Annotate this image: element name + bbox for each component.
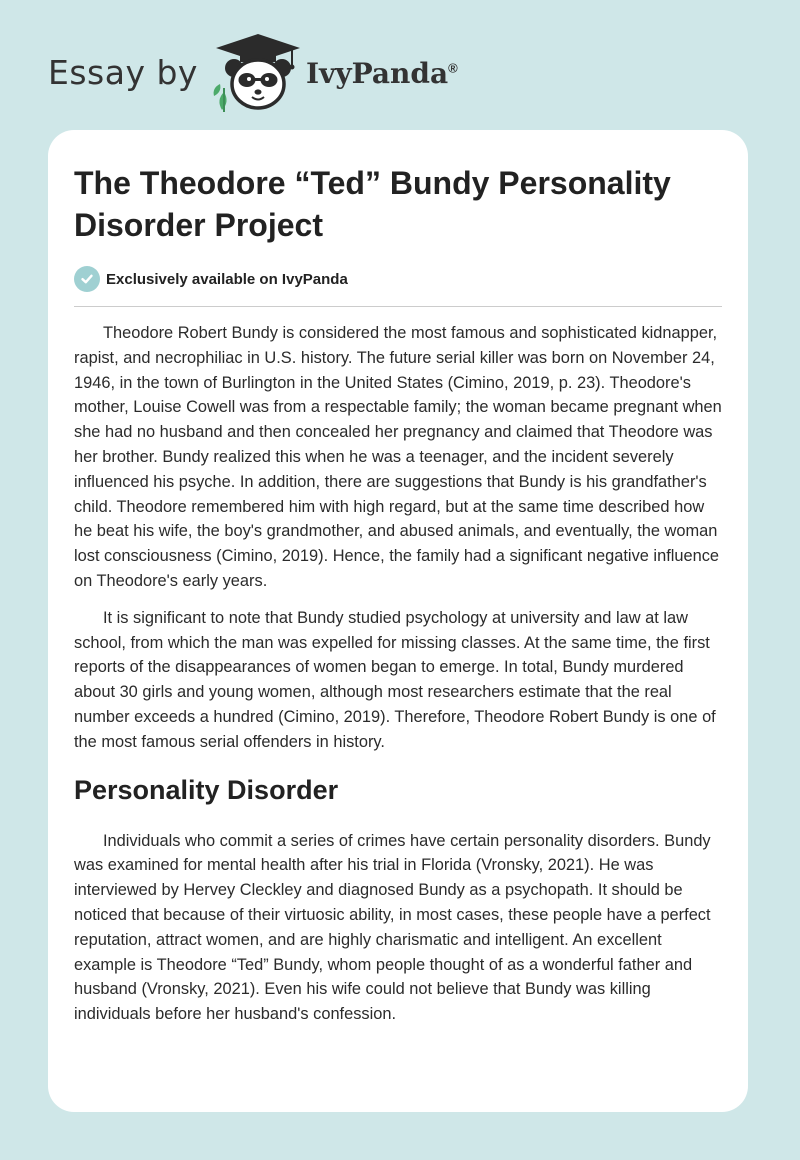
essay-paragraph: Individuals who commit a series of crimes have certain personality disorders. Bundy was examined for mental health after his trial in Florida (Vronsky, 2021). He was interviewed by Hervey Cleckley and diagnosed Bundy as a psychopath. It should be noticed that because of their virtuosic ability, in most cases, these people have a perfect reputation, attract women, and are highly charismatic and intelligent. An excellent example is Theodore “Ted” Bundy, whom people thought of as a wonderful father and husband (Vronsky, 2021). Even his wife could not believe that Bundy was killing individuals before her husband's confession.	[74, 831, 711, 1024]
essay-card	[48, 130, 748, 1112]
brand-prefix: Essay by	[48, 52, 198, 92]
essay-title: The Theodore “Ted” Bundy Personality Disorder Project	[74, 165, 671, 243]
exclusive-badge	[74, 266, 722, 292]
essay-paragraph: Theodore Robert Bundy is considered the most famous and sophisticated kidnapper, rapist, and necrophiliac in U.S. history. The future serial killer was born on November 24, 1946, in the town of Burlington in the United States (Cimino, 2019, p. 23). Theodore's mother, Louise Cowell was from a respectable family; the woman became pregnant when she had no husband and then concealed her pregnancy and claimed that Theodore was her brother. Bundy realized this when he was a teenager, and the incident severely influenced his psyche. In addition, there are suggestions that Bundy is his grandfather's child. Theodore remembered him with high regard, but at the same time described how he beat his wife, the boy's grandmother, and abused animals, and eventually, the woman lost consciousness (Cimino, 2019). Hence, the family had a significant negative influence on Theodore's early years.	[74, 324, 722, 590]
title-divider	[74, 306, 722, 307]
panda-graduate-logo-icon	[212, 32, 304, 112]
brand-name: IvyPanda®	[305, 56, 458, 90]
check-circle-icon	[74, 266, 100, 292]
exclusive-label: Exclusively available on IvyPanda	[106, 270, 348, 288]
essay-paragraph: It is significant to note that Bundy studied psychology at university and law at law school, from which the man was expelled for missing classes. At the same time, the first reports of the disappearances of women began to emerge. In total, Bundy murdered about 30 girls and young women, although most researchers estimate that the real number exceeds a hundred (Cimino, 2019). Therefore, Theodore Robert Bundy is one of the most famous serial offenders in history.	[74, 608, 716, 751]
section-heading: Personality Disorder	[74, 774, 339, 805]
site-brand[interactable]	[48, 32, 458, 112]
